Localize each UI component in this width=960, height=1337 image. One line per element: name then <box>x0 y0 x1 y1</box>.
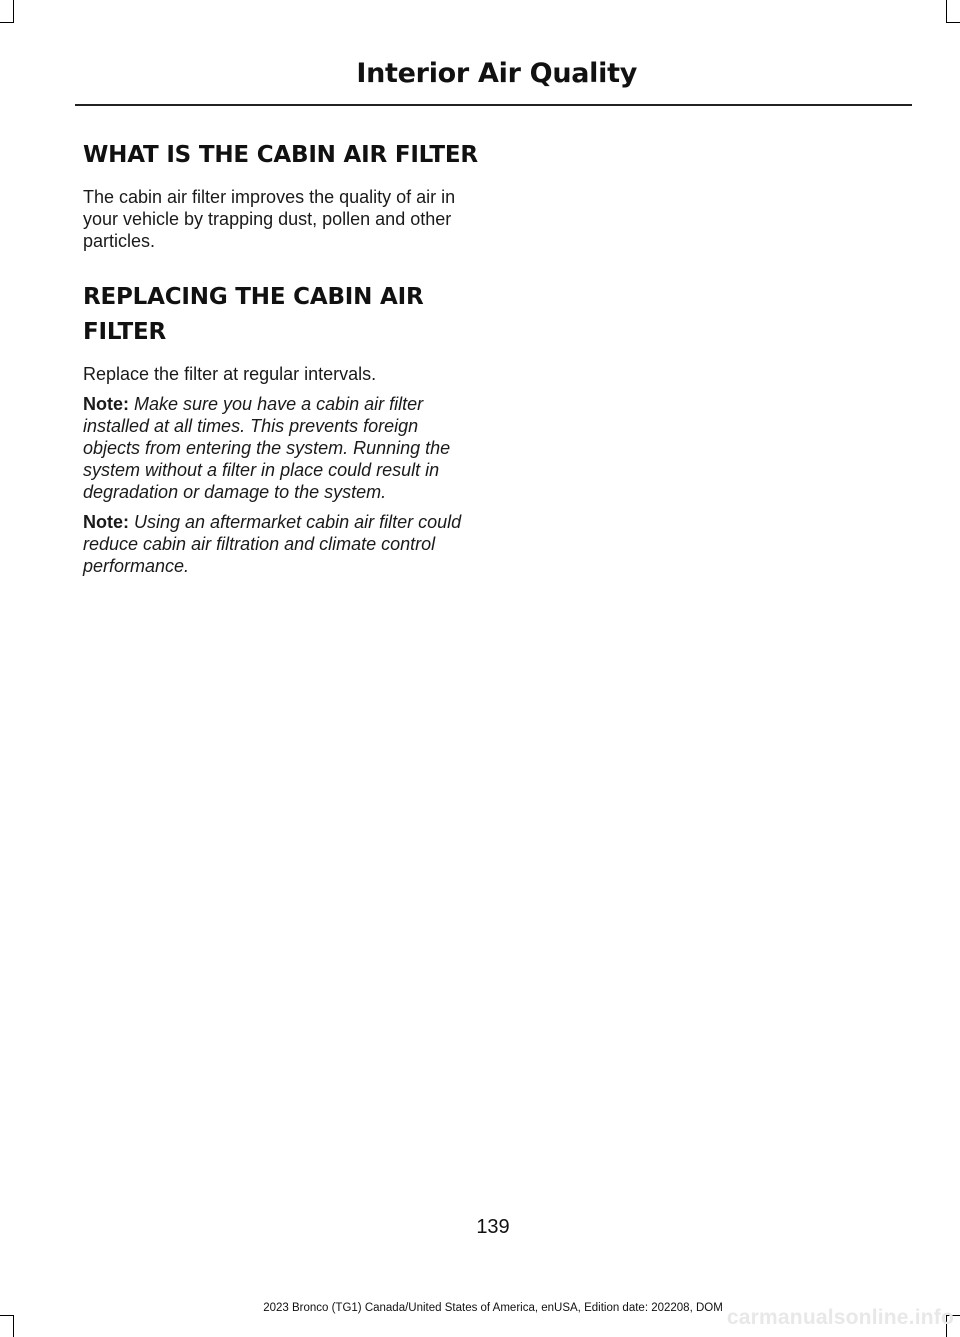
crop-mark-top-right-horizontal <box>946 22 960 23</box>
note-label: Note: <box>83 512 129 532</box>
spacer <box>83 268 478 280</box>
crop-mark-bottom-left-vertical <box>13 1315 14 1337</box>
crop-mark-top-right-vertical <box>946 0 947 22</box>
crop-mark-top-left-vertical <box>13 0 14 22</box>
note-aftermarket-filter <box>83 511 478 577</box>
main-content <box>83 138 478 585</box>
edition-footer: 2023 Bronco (TG1) Canada/United States of America, enUSA, Edition date: 202208, DOM <box>263 1302 723 1314</box>
note-label: Note: <box>83 394 129 414</box>
section-paragraph-replacing-cabin-air-filter: Replace the filter at regular intervals. <box>83 364 377 384</box>
section-heading-what-is-cabin-air-filter: WHAT IS THE CABIN AIR FILTER <box>83 142 478 168</box>
section-heading-replacing-cabin-air-filter: REPLACING THE CABIN AIR FILTER <box>83 284 424 345</box>
note-text: Using an aftermarket cabin air filter could reduce cabin air filtration and climate control performance. <box>83 512 462 576</box>
note-filter-installed <box>83 393 478 503</box>
page-title: Interior Air Quality <box>356 58 637 89</box>
header-divider <box>75 104 912 106</box>
note-text: Make sure you have a cabin air filter installed at all times. This prevents foreign objects from entering the system. Running the system without a filter in place could result in degradation or damage to the system. <box>83 394 451 502</box>
page-number: 139 <box>476 1216 510 1238</box>
section-paragraph-what-is-cabin-air-filter: The cabin air filter improves the quality of air in your vehicle by trapping dust, pollen and other particles. <box>83 187 456 251</box>
watermark-logo: carmanualsonline.info <box>726 1306 954 1329</box>
crop-mark-bottom-left-horizontal <box>0 1315 14 1316</box>
crop-mark-top-left-horizontal <box>0 22 14 23</box>
